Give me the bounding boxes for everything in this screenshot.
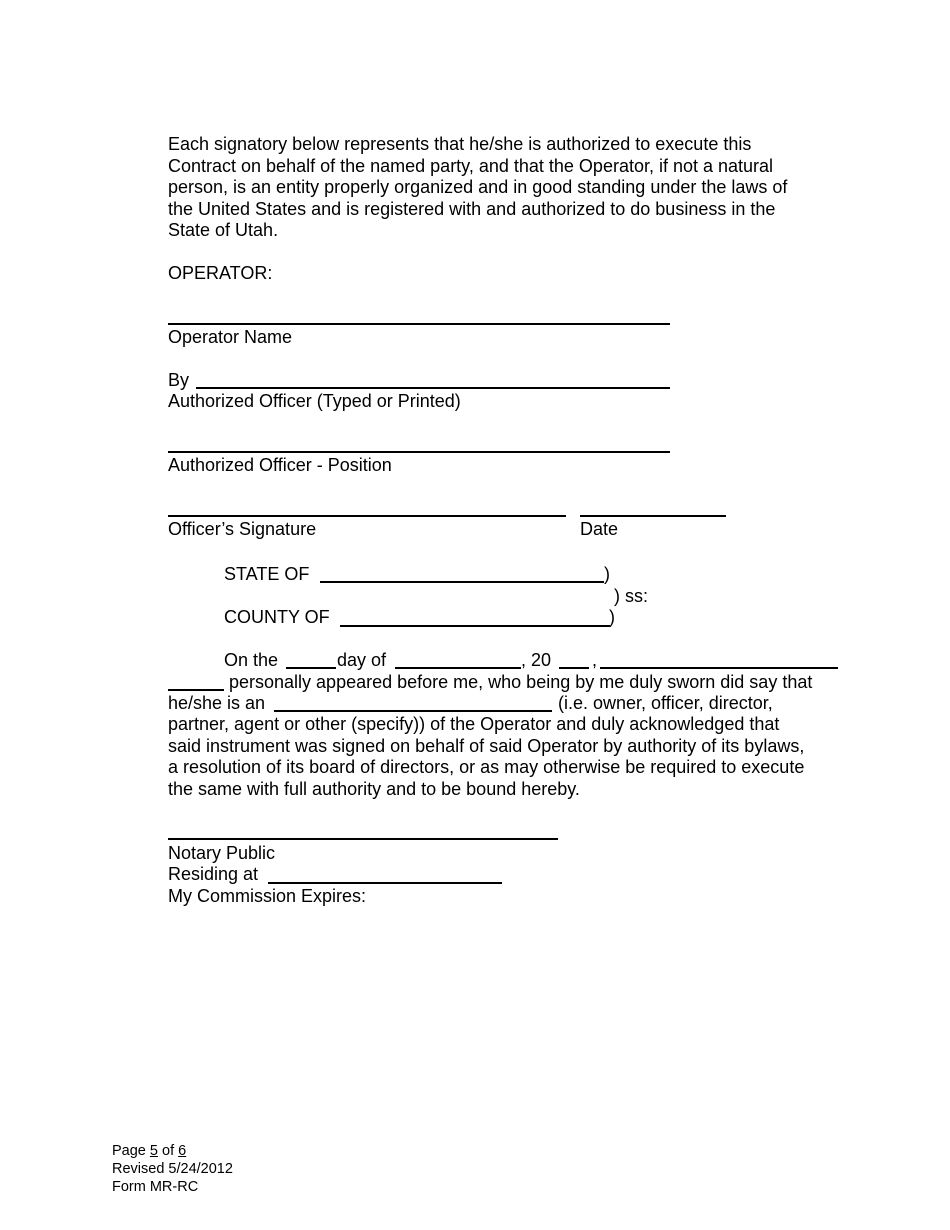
by-label: By (168, 370, 190, 390)
ack-line: the same with full authority and to be bound hereby. (168, 779, 580, 799)
state-paren: ) (604, 564, 610, 584)
ss-label: ) ss: (614, 586, 648, 606)
commission-expires-label: My Commission Expires: (168, 886, 367, 906)
page-number (112, 1142, 186, 1160)
date-label: Date (580, 519, 619, 539)
intro-line: Each signatory below represents that he/she is authorized to execute this (168, 134, 752, 154)
appearer-name-continued-field[interactable] (168, 689, 224, 691)
officer-position-label: Authorized Officer - Position (168, 455, 392, 475)
operator-name-field[interactable] (168, 323, 670, 325)
ack-line: a resolution of its board of directors, or as may otherwise be required to execute (168, 757, 805, 777)
form-id: Form MR-RC (112, 1179, 199, 1195)
intro-line: the United States and is registered with and authorized to do business in the (168, 199, 776, 219)
authorized-officer-field[interactable] (196, 387, 670, 389)
county-paren: ) (609, 607, 615, 627)
county-of-label: COUNTY OF (224, 607, 330, 627)
capacity-field[interactable] (274, 710, 552, 712)
ack-line: partner, agent or other (specify)) of the Operator and duly acknowledged that (168, 714, 780, 734)
operator-name-label: Operator Name (168, 327, 293, 347)
signature-date-field[interactable] (580, 515, 726, 517)
notary-public-label: Notary Public (168, 843, 276, 863)
county-field[interactable] (340, 625, 610, 627)
state-field[interactable] (320, 581, 604, 583)
page-prefix: Page (112, 1143, 146, 1159)
year-field[interactable] (559, 667, 589, 669)
authorized-officer-label: Authorized Officer (Typed or Printed) (168, 391, 461, 411)
intro-line: State of Utah. (168, 220, 279, 240)
officer-signature-label: Officer’s Signature (168, 519, 317, 539)
on-the-text: On the (224, 650, 279, 670)
day-of-text: day of (337, 650, 387, 670)
day-field[interactable] (286, 667, 336, 669)
capacity-examples-text: (i.e. owner, officer, director, (558, 693, 773, 713)
officer-signature-field[interactable] (168, 515, 566, 517)
operator-heading: OPERATOR: (168, 263, 273, 283)
notary-signature-field[interactable] (168, 838, 558, 840)
page-of: of (162, 1143, 175, 1159)
personally-appeared-text: personally appeared before me, who being by me duly sworn did say that (229, 672, 813, 692)
revised-date: Revised 5/24/2012 (112, 1161, 233, 1177)
ack-line: said instrument was signed on behalf of said Operator by authority of its bylaws, (168, 736, 805, 756)
month-field[interactable] (395, 667, 521, 669)
residing-at-label: Residing at (168, 864, 259, 884)
current-page: 5 (149, 1143, 158, 1159)
appearer-name-field[interactable] (600, 667, 838, 669)
intro-line: Contract on behalf of the named party, and that the Operator, if not a natural (168, 156, 774, 176)
intro-line: person, is an entity properly organized and in good standing under the laws of (168, 177, 788, 197)
state-of-label: STATE OF (224, 564, 310, 584)
officer-position-field[interactable] (168, 451, 670, 453)
total-pages: 6 (178, 1143, 187, 1159)
comma-text: , (592, 650, 598, 670)
residing-at-field[interactable] (268, 882, 502, 884)
year-prefix-text: , 20 (521, 650, 552, 670)
he-she-is-an-text: he/she is an (168, 693, 266, 713)
